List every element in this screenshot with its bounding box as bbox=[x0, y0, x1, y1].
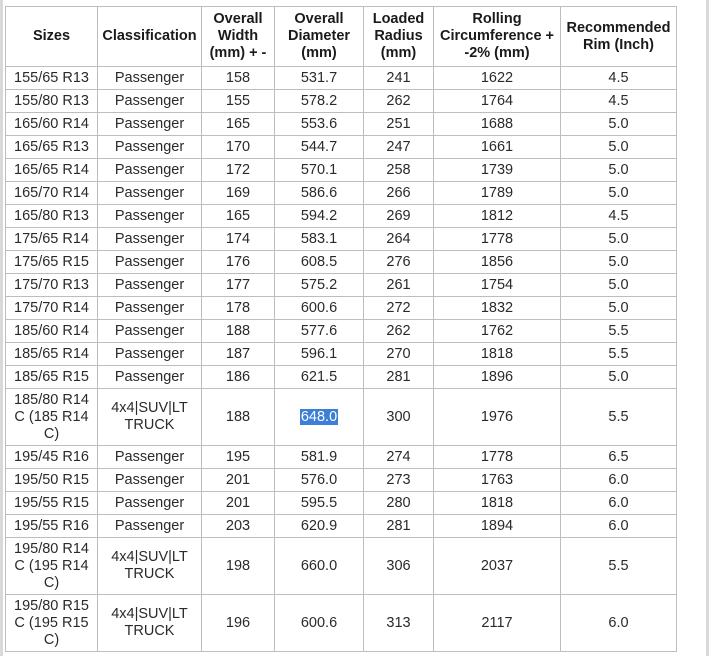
cell-recommended-rim: 6.0 bbox=[561, 469, 677, 492]
column-header-classification: Classification bbox=[98, 7, 202, 67]
cell-rolling-circumference: 2037 bbox=[434, 538, 561, 595]
cell-loaded-radius: 276 bbox=[364, 251, 434, 274]
cell-overall-width: 176 bbox=[202, 251, 275, 274]
table-row bbox=[6, 113, 677, 136]
cell-recommended-rim: 5.5 bbox=[561, 320, 677, 343]
cell-classification: Passenger bbox=[98, 469, 202, 492]
cell-rolling-circumference: 1976 bbox=[434, 389, 561, 446]
cell-recommended-rim: 5.0 bbox=[561, 251, 677, 274]
cell-rolling-circumference: 1754 bbox=[434, 274, 561, 297]
cell-size: 175/65 R14 bbox=[6, 228, 98, 251]
cell-size: 185/80 R14 C (185 R14 C) bbox=[6, 389, 98, 446]
cell-overall-width: 188 bbox=[202, 389, 275, 446]
cell-size: 165/65 R14 bbox=[6, 159, 98, 182]
cell-rolling-circumference: 1856 bbox=[434, 251, 561, 274]
cell-size: 195/45 R16 bbox=[6, 446, 98, 469]
cell-rolling-circumference: 1818 bbox=[434, 343, 561, 366]
cell-overall-diameter: 594.2 bbox=[275, 205, 364, 228]
cell-overall-diameter: 570.1 bbox=[275, 159, 364, 182]
table-row bbox=[6, 228, 677, 251]
cell-overall-width: 196 bbox=[202, 595, 275, 652]
cell-rolling-circumference: 1764 bbox=[434, 90, 561, 113]
cell-size: 165/60 R14 bbox=[6, 113, 98, 136]
cell-size: 195/55 R15 bbox=[6, 492, 98, 515]
cell-recommended-rim: 4.5 bbox=[561, 205, 677, 228]
column-header-sizes: Sizes bbox=[6, 7, 98, 67]
cell-rolling-circumference: 1832 bbox=[434, 297, 561, 320]
cell-classification: 4x4|SUV|LT TRUCK bbox=[98, 595, 202, 652]
table-row bbox=[6, 492, 677, 515]
cell-size: 155/80 R13 bbox=[6, 90, 98, 113]
column-header-overall-diameter: Overall Diameter (mm) bbox=[275, 7, 364, 67]
table-row bbox=[6, 251, 677, 274]
cell-overall-width: 165 bbox=[202, 205, 275, 228]
cell-classification: Passenger bbox=[98, 492, 202, 515]
table-row bbox=[6, 515, 677, 538]
cell-overall-diameter[interactable] bbox=[275, 389, 364, 446]
column-header-rolling-circumference: Rolling Circumference + -2% (mm) bbox=[434, 7, 561, 67]
cell-recommended-rim: 5.0 bbox=[561, 182, 677, 205]
cell-overall-width: 198 bbox=[202, 538, 275, 595]
cell-classification: Passenger bbox=[98, 343, 202, 366]
cell-overall-diameter: 660.0 bbox=[275, 538, 364, 595]
cell-overall-diameter: 608.5 bbox=[275, 251, 364, 274]
cell-recommended-rim: 6.0 bbox=[561, 515, 677, 538]
cell-overall-width: 170 bbox=[202, 136, 275, 159]
selected-text-highlight[interactable]: 648.0 bbox=[300, 408, 338, 425]
cell-recommended-rim: 6.5 bbox=[561, 446, 677, 469]
cell-overall-diameter: 600.6 bbox=[275, 297, 364, 320]
cell-loaded-radius: 241 bbox=[364, 67, 434, 90]
cell-overall-width: 195 bbox=[202, 446, 275, 469]
cell-loaded-radius: 262 bbox=[364, 320, 434, 343]
cell-overall-width: 201 bbox=[202, 469, 275, 492]
cell-classification: Passenger bbox=[98, 90, 202, 113]
cell-loaded-radius: 251 bbox=[364, 113, 434, 136]
cell-loaded-radius: 258 bbox=[364, 159, 434, 182]
cell-overall-width: 165 bbox=[202, 113, 275, 136]
cell-loaded-radius: 300 bbox=[364, 389, 434, 446]
cell-classification: Passenger bbox=[98, 274, 202, 297]
table-row bbox=[6, 274, 677, 297]
cell-overall-diameter: 577.6 bbox=[275, 320, 364, 343]
table-row bbox=[6, 136, 677, 159]
cell-recommended-rim: 5.0 bbox=[561, 274, 677, 297]
cell-overall-width: 174 bbox=[202, 228, 275, 251]
table-row bbox=[6, 446, 677, 469]
cell-overall-diameter: 544.7 bbox=[275, 136, 364, 159]
cell-size: 175/65 R15 bbox=[6, 251, 98, 274]
cell-rolling-circumference: 1622 bbox=[434, 67, 561, 90]
cell-classification: Passenger bbox=[98, 366, 202, 389]
cell-overall-diameter: 575.2 bbox=[275, 274, 364, 297]
cell-size: 195/80 R14 C (195 R14 C) bbox=[6, 538, 98, 595]
cell-overall-diameter: 586.6 bbox=[275, 182, 364, 205]
cell-recommended-rim: 6.0 bbox=[561, 492, 677, 515]
cell-rolling-circumference: 1812 bbox=[434, 205, 561, 228]
cell-overall-width: 201 bbox=[202, 492, 275, 515]
table-header-row bbox=[6, 7, 677, 67]
cell-recommended-rim: 5.0 bbox=[561, 136, 677, 159]
table-row bbox=[6, 469, 677, 492]
table-row bbox=[6, 90, 677, 113]
table-row bbox=[6, 389, 677, 446]
cell-rolling-circumference: 1894 bbox=[434, 515, 561, 538]
cell-recommended-rim: 5.0 bbox=[561, 113, 677, 136]
cell-rolling-circumference: 2117 bbox=[434, 595, 561, 652]
cell-size: 195/50 R15 bbox=[6, 469, 98, 492]
cell-classification: Passenger bbox=[98, 67, 202, 90]
cell-recommended-rim: 5.0 bbox=[561, 159, 677, 182]
cell-classification: Passenger bbox=[98, 320, 202, 343]
cell-overall-diameter: 531.7 bbox=[275, 67, 364, 90]
cell-loaded-radius: 269 bbox=[364, 205, 434, 228]
cell-rolling-circumference: 1762 bbox=[434, 320, 561, 343]
cell-overall-width: 187 bbox=[202, 343, 275, 366]
cell-overall-diameter: 553.6 bbox=[275, 113, 364, 136]
cell-classification: Passenger bbox=[98, 228, 202, 251]
table-row bbox=[6, 205, 677, 228]
column-header-overall-width: Overall Width (mm) + - bbox=[202, 7, 275, 67]
cell-overall-width: 155 bbox=[202, 90, 275, 113]
table-row bbox=[6, 182, 677, 205]
table-row bbox=[6, 67, 677, 90]
cell-overall-diameter: 620.9 bbox=[275, 515, 364, 538]
cell-overall-width: 203 bbox=[202, 515, 275, 538]
cell-size: 165/65 R13 bbox=[6, 136, 98, 159]
cell-overall-width: 186 bbox=[202, 366, 275, 389]
cell-overall-width: 178 bbox=[202, 297, 275, 320]
cell-recommended-rim: 5.0 bbox=[561, 228, 677, 251]
cell-recommended-rim: 5.5 bbox=[561, 538, 677, 595]
cell-size: 195/55 R16 bbox=[6, 515, 98, 538]
cell-loaded-radius: 272 bbox=[364, 297, 434, 320]
cell-size: 165/80 R13 bbox=[6, 205, 98, 228]
column-header-recommended-rim: Recommended Rim (Inch) bbox=[561, 7, 677, 67]
cell-classification: Passenger bbox=[98, 205, 202, 228]
cell-classification: 4x4|SUV|LT TRUCK bbox=[98, 389, 202, 446]
cell-overall-width: 169 bbox=[202, 182, 275, 205]
cell-size: 195/80 R15 C (195 R15 C) bbox=[6, 595, 98, 652]
cell-recommended-rim: 6.0 bbox=[561, 595, 677, 652]
cell-loaded-radius: 247 bbox=[364, 136, 434, 159]
cell-loaded-radius: 280 bbox=[364, 492, 434, 515]
cell-size: 175/70 R13 bbox=[6, 274, 98, 297]
cell-classification: Passenger bbox=[98, 182, 202, 205]
cell-size: 175/70 R14 bbox=[6, 297, 98, 320]
cell-overall-diameter: 621.5 bbox=[275, 366, 364, 389]
cell-classification: 4x4|SUV|LT TRUCK bbox=[98, 538, 202, 595]
cell-rolling-circumference: 1789 bbox=[434, 182, 561, 205]
cell-rolling-circumference: 1688 bbox=[434, 113, 561, 136]
cell-loaded-radius: 281 bbox=[364, 366, 434, 389]
cell-classification: Passenger bbox=[98, 159, 202, 182]
table-row bbox=[6, 297, 677, 320]
cell-rolling-circumference: 1896 bbox=[434, 366, 561, 389]
cell-overall-width: 188 bbox=[202, 320, 275, 343]
table-row bbox=[6, 538, 677, 595]
cell-rolling-circumference: 1661 bbox=[434, 136, 561, 159]
cell-recommended-rim: 5.5 bbox=[561, 389, 677, 446]
cell-loaded-radius: 266 bbox=[364, 182, 434, 205]
cell-size: 165/70 R14 bbox=[6, 182, 98, 205]
cell-overall-diameter: 596.1 bbox=[275, 343, 364, 366]
cell-size: 185/65 R14 bbox=[6, 343, 98, 366]
cell-loaded-radius: 273 bbox=[364, 469, 434, 492]
cell-classification: Passenger bbox=[98, 113, 202, 136]
cell-overall-diameter: 581.9 bbox=[275, 446, 364, 469]
cell-loaded-radius: 262 bbox=[364, 90, 434, 113]
cell-rolling-circumference: 1739 bbox=[434, 159, 561, 182]
cell-classification: Passenger bbox=[98, 297, 202, 320]
cell-classification: Passenger bbox=[98, 446, 202, 469]
cell-recommended-rim: 5.5 bbox=[561, 343, 677, 366]
cell-classification: Passenger bbox=[98, 136, 202, 159]
cell-size: 185/60 R14 bbox=[6, 320, 98, 343]
cell-loaded-radius: 270 bbox=[364, 343, 434, 366]
cell-overall-width: 158 bbox=[202, 67, 275, 90]
cell-recommended-rim: 4.5 bbox=[561, 67, 677, 90]
table-row bbox=[6, 320, 677, 343]
cell-loaded-radius: 281 bbox=[364, 515, 434, 538]
cell-overall-diameter: 595.5 bbox=[275, 492, 364, 515]
table-row bbox=[6, 595, 677, 652]
table-row bbox=[6, 159, 677, 182]
cell-loaded-radius: 313 bbox=[364, 595, 434, 652]
cell-loaded-radius: 264 bbox=[364, 228, 434, 251]
left-edge-divider bbox=[0, 0, 3, 656]
cell-overall-width: 172 bbox=[202, 159, 275, 182]
cell-rolling-circumference: 1778 bbox=[434, 446, 561, 469]
cell-recommended-rim: 4.5 bbox=[561, 90, 677, 113]
cell-loaded-radius: 306 bbox=[364, 538, 434, 595]
cell-recommended-rim: 5.0 bbox=[561, 297, 677, 320]
cell-recommended-rim: 5.0 bbox=[561, 366, 677, 389]
cell-overall-diameter: 583.1 bbox=[275, 228, 364, 251]
cell-overall-width: 177 bbox=[202, 274, 275, 297]
cell-rolling-circumference: 1778 bbox=[434, 228, 561, 251]
cell-loaded-radius: 274 bbox=[364, 446, 434, 469]
table-row bbox=[6, 343, 677, 366]
column-header-loaded-radius: Loaded Radius (mm) bbox=[364, 7, 434, 67]
table-row bbox=[6, 366, 677, 389]
cell-rolling-circumference: 1763 bbox=[434, 469, 561, 492]
cell-overall-diameter: 578.2 bbox=[275, 90, 364, 113]
cell-overall-diameter: 576.0 bbox=[275, 469, 364, 492]
cell-classification: Passenger bbox=[98, 251, 202, 274]
cell-loaded-radius: 261 bbox=[364, 274, 434, 297]
cell-size: 185/65 R15 bbox=[6, 366, 98, 389]
cell-rolling-circumference: 1818 bbox=[434, 492, 561, 515]
tire-size-table bbox=[5, 6, 677, 652]
cell-classification: Passenger bbox=[98, 515, 202, 538]
cell-overall-diameter: 600.6 bbox=[275, 595, 364, 652]
cell-size: 155/65 R13 bbox=[6, 67, 98, 90]
